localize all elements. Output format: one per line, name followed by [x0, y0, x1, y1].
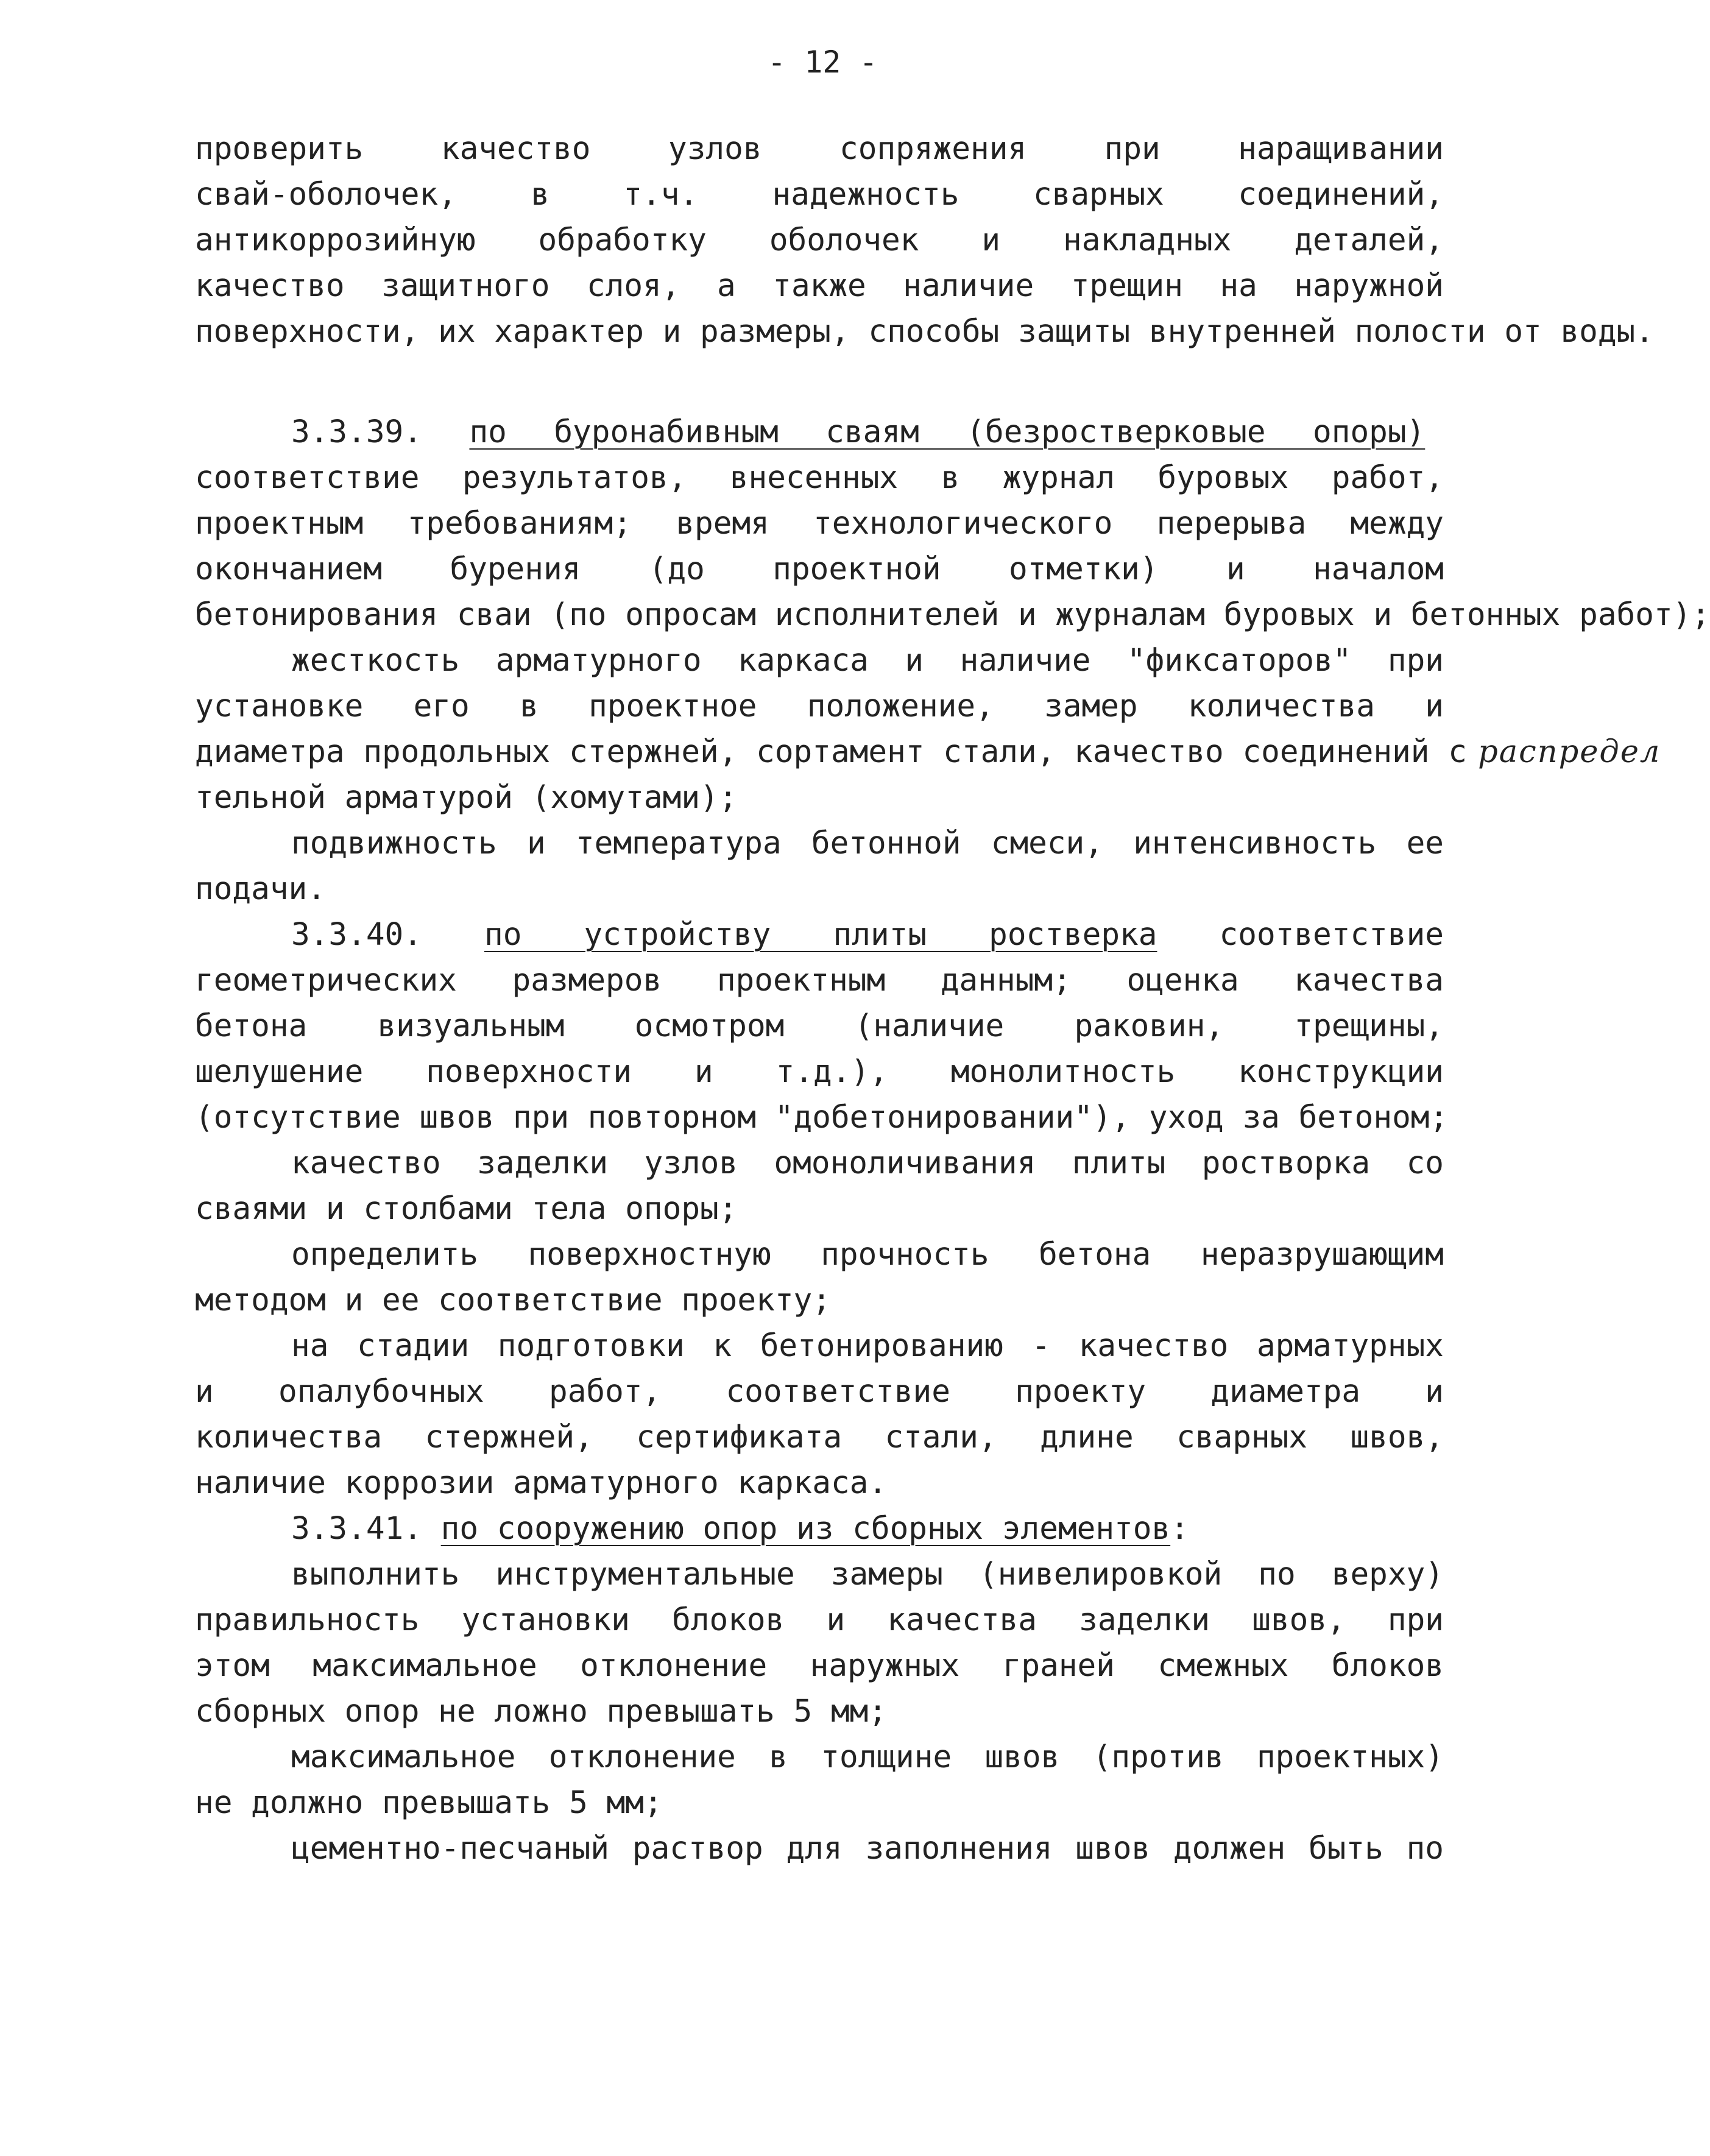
section-number: 3.3.41.: [291, 1511, 422, 1547]
text-line: цементно-песчаный раствор для заполнения швов должен быть по: [291, 1831, 1444, 1867]
text-line: подвижность и температура бетонной смеси, интенсивность ее: [291, 825, 1444, 861]
handwritten-note: распредел: [1466, 734, 1661, 770]
text-line: геометрических размеров проектным данным; оценка качества: [195, 963, 1444, 998]
text-line: правильность установки блоков и качества заделки швов, при: [195, 1602, 1444, 1638]
section-lead-text: соответствие: [1219, 917, 1444, 953]
text-line: максимальное отклонение в толщине швов (против проектных): [291, 1739, 1444, 1775]
section-title: по сооружению опор из сборных элементов: [440, 1511, 1171, 1547]
text-line: определить поверхностную прочность бетона неразрушающим: [291, 1237, 1444, 1273]
text-line: количества стержней, сертификата стали, длине сварных швов,: [195, 1419, 1444, 1455]
text-line: бетона визуальным осмотром (наличие раковин, трещины,: [195, 1008, 1444, 1044]
text-line: установке его в проектное положение, замер количества и: [195, 688, 1444, 724]
section-title: по устройству плиты ростверка: [484, 917, 1157, 953]
text-line: проверить качество узлов сопряжения при наращивании: [195, 131, 1444, 167]
text-line: сваями и столбами тела опоры;: [195, 1191, 738, 1227]
text-line: окончанием бурения (до проектной отметки) и началом: [195, 551, 1444, 587]
text-line: качество заделки узлов омоноличивания плиты ростворка со: [291, 1145, 1444, 1181]
section-number: 3.3.40.: [291, 917, 422, 953]
text-line: выполнить инструментальные замеры (нивелировкой по верху): [291, 1557, 1444, 1592]
text-line: поверхности, их характер и размеры, способы защиты внутренней полости от воды.: [195, 314, 1654, 350]
text-line: шелушение поверхности и т.д.), монолитность конструкции: [195, 1054, 1444, 1090]
text-line: методом и ее соответствие проекту;: [195, 1282, 831, 1318]
text-line: свай-оболочек, в т.ч. надежность сварных соединений,: [195, 177, 1444, 213]
section-number: 3.3.39.: [291, 414, 422, 450]
text-line: жесткость арматурного каркаса и наличие "фиксаторов" при: [291, 643, 1444, 679]
section-colon: :: [1170, 1511, 1189, 1547]
text-line: (отсутствие швов при повторном "добетонировании"), уход за бетоном;: [195, 1100, 1449, 1136]
text-line: антикоррозийную обработку оболочек и накладных деталей,: [195, 222, 1444, 258]
text-line: диаметра продольных стержней, сортамент стали, качество соединений с распредел: [195, 734, 1661, 770]
section-heading-line: [291, 1511, 1444, 1547]
text-line: на стадии подготовки к бетонированию - качество арматурных: [291, 1328, 1444, 1364]
text-line: качество защитного слоя, а также наличие трещин на наружной: [195, 268, 1444, 304]
text-line: соответствие результатов, внесенных в журнал буровых работ,: [195, 460, 1444, 496]
section-heading-line: [291, 414, 1444, 451]
text-line: и опалубочных работ, соответствие проекту диаметра и: [195, 1374, 1444, 1410]
section-title: по буронабивным сваям (безростверковые опоры): [469, 414, 1426, 450]
text-line: наличие коррозии арматурного каркаса.: [195, 1465, 888, 1501]
text-line: не должно превышать 5 мм;: [195, 1785, 663, 1821]
text-line: бетонирования сваи (по опросам исполнителей и журналам буровых и бетонных работ);: [195, 597, 1710, 633]
text-line: этом максимальное отклонение наружных граней смежных блоков: [195, 1648, 1444, 1684]
text-line: тельной арматурой (хомутами);: [195, 780, 738, 816]
section-heading-line: [291, 917, 1444, 953]
page-number: - 12 -: [768, 44, 878, 80]
text-line: сборных опор не ложно превышать 5 мм;: [195, 1694, 888, 1730]
text-line: подачи.: [195, 871, 326, 907]
text-line: проектным требованиям; время технологического перерыва между: [195, 506, 1444, 542]
